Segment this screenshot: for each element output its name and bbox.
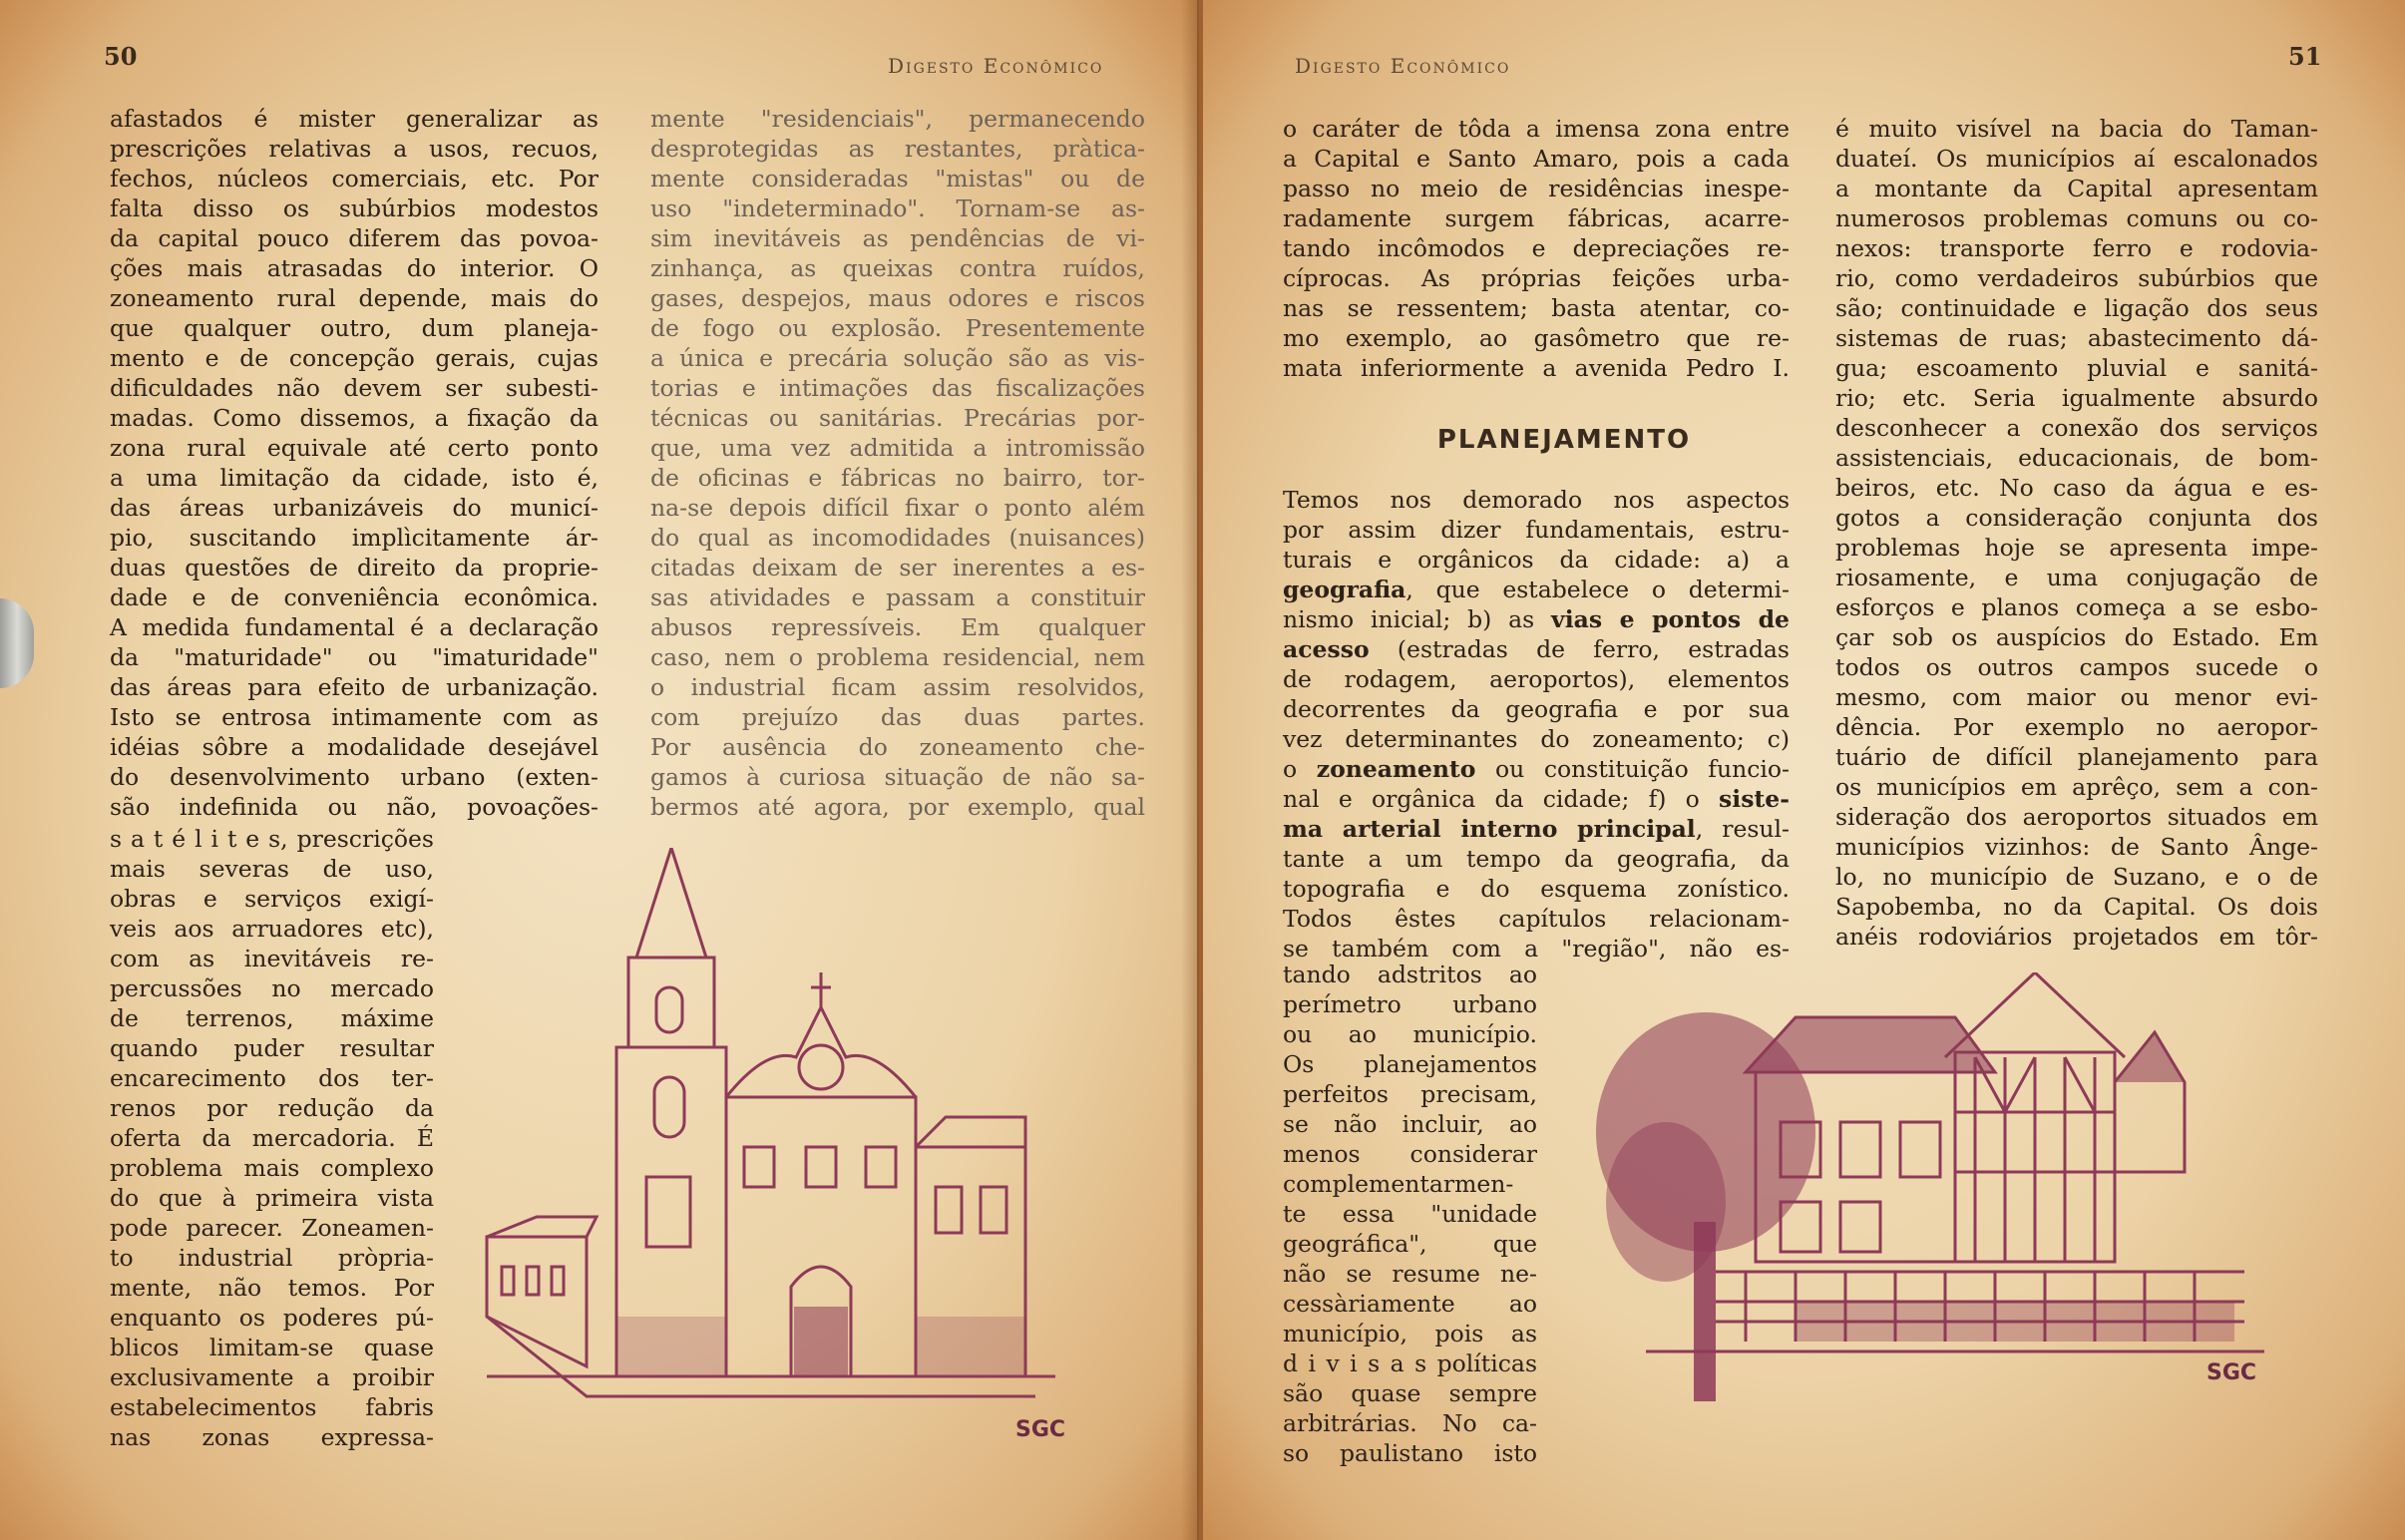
illustration-signature: SGC [1015, 1417, 1066, 1442]
right-column-1-top [1283, 114, 1790, 383]
paragraph: tando adstritos ao perímetro urbano ou ao município. Os planejamentos perfeitos precisam, se não incluir, ao menos considerar complementarmen- te essa "unidade geográfica", que não se resume ne- cessàriamente ao município, pois as d i v i s a s políticas são quase sempre arbitrárias. No ca- so paulistano isto [1283, 961, 1537, 1467]
paragraph: s a t é l i t e s, prescrições mais severas de uso, obras e serviços exigí- veis aos arruadores etc), com as inevitáveis re- percussões no mercado de terrenos, máxime quando puder resultar encarecimento dos ter- renos por redução da oferta da mercadoria. É problema mais complexo do que à primeira vista pode parecer. Zoneamen- to industrial pròpria- mente, não temos. Por enquanto os poderes pú- blicos limitam-se quase exclusivamente a proibir estabelecimentos fabris nas zonas expressa- [110, 825, 434, 1451]
running-head: Digesto Econômico [1295, 54, 1511, 78]
paragraph: é muito visível na bacia do Taman- duateí. Os municípios aí escalonados a montante da Capital apresentam numerosos problemas comuns ou co- nexos: transporte ferro e rodovia- rio, como verdadeiros subúrbios que são; continuidade e ligação dos seus sistemas de ruas; abastecimento dá- gua; escoamento pluvial e sanitá- rio; etc. Seria igualmente absurdo desconhecer a conexão dos serviços assistenciais, educacionais, de bom- beiros, etc. No caso da água e es- gotos a consideração conjunta dos problemas hoje se apresenta impe- riosamente, e uma conjugação de esforços e planos começa a se esbo- çar sob os auspícios do Estado. Em todos os outros campos sucede o mesmo, com maior ou menor evi- dência. Por exemplo no aeropor- tuário de difícil planejamento para os municípios em aprêço, sem a con- sideração dos aeroportos situados em municípios vizinhos: de Santo Ânge- lo, no município de Suzano, e o de Sapobemba, no da Capital. Os dois anéis rodoviários projetados em tôr- [1835, 115, 2318, 951]
church-illustration [477, 848, 1075, 1446]
left-page [0, 0, 1199, 1540]
page-number: 50 [104, 42, 138, 71]
right-column-1-bottom [1283, 960, 1537, 1468]
right-column-1-middle [1283, 485, 1790, 963]
right-column-2 [1835, 114, 2318, 952]
house-illustration [1596, 972, 2274, 1441]
paragraph: Todos êstes capítulos relacionam- se também com a "região", não es- [1283, 905, 1790, 962]
section-heading: PLANEJAMENTO [1436, 425, 1692, 455]
left-column-1-top [110, 104, 599, 822]
left-column-2 [650, 104, 1145, 822]
paragraph: mente "residenciais", permanecendo desprotegidas as restantes, pràtica- mente consideradas "mistas" ou de uso "indeterminado". Tornam-se as- sim inevitáveis as pendências de vi- zinhança, as queixas contra ruídos, gases, despejos, maus odores e riscos de fogo ou explosão. Presentemente a única e precária solução são as vis- torias e intimações das fiscalizações técnicas ou sanitárias. Precárias por- que, uma vez admitida a intromissão de oficinas e fábricas no bairro, tor- na-se depois difícil fixar o ponto além do qual as incomodidades (nuisances) citadas deixam de ser inerentes a es- sas atividades e passam a constituir abusos repressíveis. Em qualquer caso, nem o problema residencial, nem o industrial ficam assim resolvidos, com prejuízo das duas partes. [650, 105, 1145, 731]
paragraph: o caráter de tôda a imensa zona entre a Capital e Santo Amaro, pois a cada passo no meio de residências inespe- radamente surgem fábricas, acarre- tando incômodos e depreciações re- cíprocas. As próprias feições urba- nas se ressentem; basta atentar, co- mo exemplo, ao gasômetro que re- mata inferiormente a avenida Pedro I. [1283, 115, 1790, 382]
term-sistema: siste- ma arterial interno principal [1283, 785, 1790, 843]
illustration-signature: SGC [2206, 1360, 2257, 1385]
left-column-1-bottom [110, 824, 434, 1452]
term-zoneamento: zoneamento [1316, 755, 1476, 783]
term-vias: vias e pontos de acesso [1283, 605, 1791, 663]
page-number: 51 [2288, 42, 2322, 71]
paragraph: afastados é mister generalizar as prescrições relativas a usos, recuos, fechos, núcleos comerciais, etc. Por falta disso os subúrbios modestos da capital pouco diferem das povoa- ções mais atrasadas do interior. O zoneamento rural depende, mais do que qualquer outro, dum planeja- mento e de concepção gerais, cujas dificuldades não devem ser subesti- madas. Como dissemos, a fixação da zona rural equivale até certo ponto a uma limitação da cidade, isto é, das áreas urbanizáveis do municí- pio, suscitando implìcitamente ár- duas questões de direito da proprie- dade e de conveniência econômica. A medida fundamental é a declaração da "maturidade" ou "imaturidade" das áreas para efeito de urbanização. Isto se entrosa intimamente com as idéias sôbre a modalidade desejável do desenvolvimento urbano (exten- são indefinida ou não, povoações- [110, 105, 599, 821]
term-geografia: geografia [1283, 576, 1406, 603]
paragraph: Temos nos demorado nos aspectos por assim dizer fundamentais, estru- turais e orgânicos da cidade: a) a geografia, que estabelece o determi- nismo inicial; b) as vias e pontos de acesso (estradas de ferro, estradas de rodagem, aeroportos), elementos decorrentes da geografia e por sua vez determinantes do zoneamento; c) o zoneamento ou constituição funcio- nal e orgânica da cidade; f) o siste- ma arterial interno principal, resul- tante a um tempo da geografia, da topografia e do esquema zonístico. [1283, 486, 1791, 903]
paragraph: Por ausência do zoneamento che- gamos à curiosa situação de não sa- bermos até agora, por exemplo, qual [650, 733, 1145, 821]
running-head: Digesto Econômico [888, 54, 1104, 78]
